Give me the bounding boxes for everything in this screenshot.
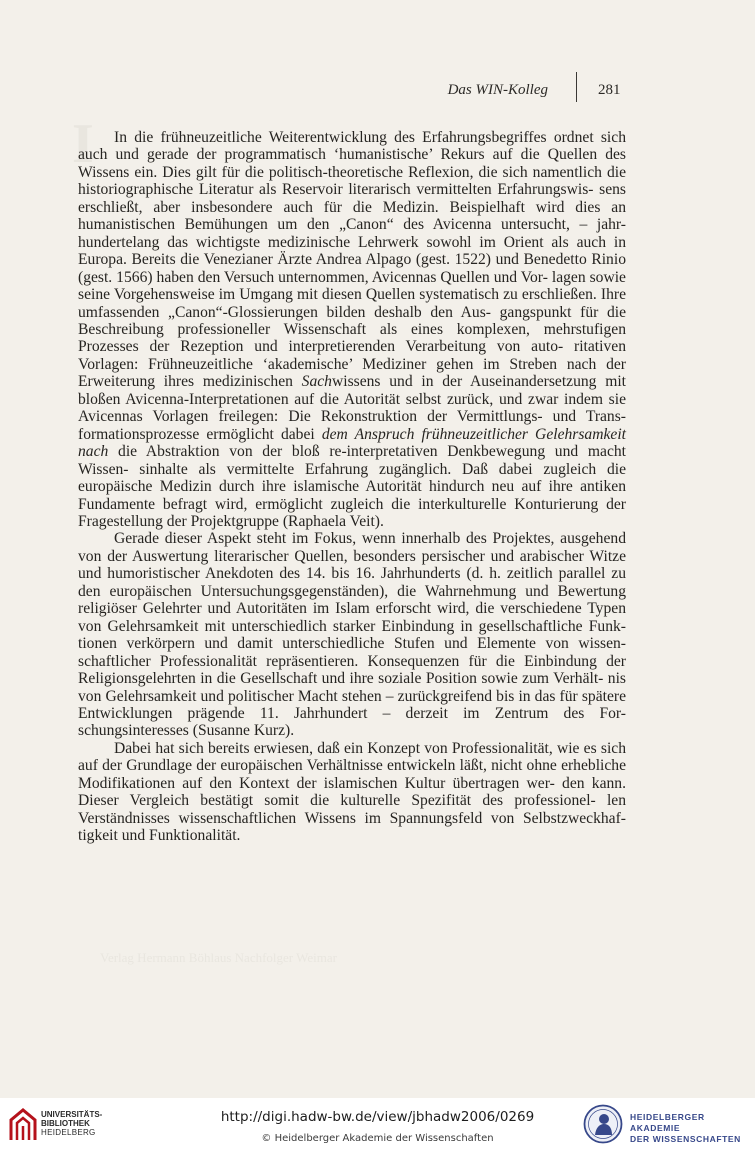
text-line: von der Auswertung literarischer Quellen, besonders persischer und arabischer Witze	[78, 547, 626, 565]
academy-seal-icon	[583, 1104, 623, 1144]
text-line: In die frühneuzeitliche Weiterentwicklung des Erfahrungsbegriffes ordnet sich	[114, 129, 626, 146]
text-line: erschließen. Ihre umfassenden „Canon“-Glossierungen bilden deshalb den Aus-	[78, 286, 626, 321]
text-line: die historiographische Literatur als Reservoir literarisch vermittelten Erfahrungswis-	[78, 163, 626, 199]
paragraph-2	[78, 530, 626, 739]
text-line: len Verständnisses wissenschaftlichen Wissens im Spannungsfeld von Selbstzweckhaf-	[78, 792, 626, 827]
text-line: der Projektgruppe (Raphaela Veit).	[166, 512, 384, 530]
academy-name	[630, 1112, 755, 1145]
text-line: schungsinteresses (Susanne Kurz).	[78, 722, 295, 740]
text-line: den kann. Dieser Vergleich bestätigt somit die kulturelle Spezifität des professionel-	[78, 774, 626, 810]
text-line: humanistischen Bemühungen um den „Canon“ des Avicenna untersucht, – jahr-	[78, 216, 626, 234]
running-title: Das WIN-Kolleg	[447, 82, 548, 98]
show-through-ghost: I	[72, 113, 94, 175]
text-line: die Abstraktion von der bloß re-interpretativen Denkbewegung und macht Wissen-	[78, 443, 626, 478]
text-line: Gerade dieser Aspekt steht im Fokus, wenn innerhalb des Projektes, ausgehend	[114, 530, 626, 548]
copyright-notice: © Heidelberger Akademie der Wissenschaften	[261, 1133, 494, 1144]
academy-name-line: DER WISSENSCHAFTEN	[630, 1134, 741, 1144]
text-line: schaftlicher Professionalität repräsentieren. Konsequenzen für die Einbindung der	[78, 652, 626, 670]
text-line: sens erschließt, aber insbesondere auch für die Medizin. Beispielhaft wird dies an	[78, 181, 626, 216]
text-line: von Gelehrsamkeit mit unterschiedlich starker Einbindung in gesellschaftliche Funk-	[78, 617, 626, 635]
text-line: spätere Entwicklungen prägende 11. Jahrhundert – derzeit im Zentrum des For-	[78, 687, 627, 722]
text-line: mehrstufigen Prozesses der Rezeption und interpretierenden Verarbeitung von auto-	[78, 320, 626, 356]
body-text	[78, 129, 626, 845]
text-line: der Erweiterung ihres medizinischen	[78, 355, 626, 391]
page-number: 281	[598, 82, 621, 98]
library-name-line: HEIDELBERG	[41, 1128, 96, 1137]
emphasis: Sach	[301, 373, 332, 391]
text-line: Europa. Bereits die Venezianer Ärzte Andrea Alpago (gest. 1522) und Benedetto	[78, 251, 587, 269]
text-line: Rinio (gest. 1566) haben den Versuch unternommen, Avicennas Quellen und Vor-	[78, 251, 626, 286]
permalink-url[interactable]: http://digi.hadw-bw.de/view/jbhadw2006/0269	[220, 1109, 535, 1125]
text-line: tionen verkörpern und damit unterschiedliche Stufen und Elemente von wissen-	[78, 635, 626, 653]
library-name-line: UNIVERSITÄTS-	[41, 1110, 103, 1119]
library-name-line: BIBLIOTHEK	[41, 1119, 90, 1128]
paragraph-1	[78, 129, 626, 530]
text-line: Dabei hat sich bereits erwiesen, daß ein Konzept von Professionalität, wie es	[114, 739, 597, 757]
text-line: erhebliche Modifikationen auf den Kontext der islamischen Kultur übertragen wer-	[78, 757, 626, 792]
header-divider	[576, 72, 577, 102]
show-through-ghost: Verlag Hermann Böhlaus Nachfolger Weimar	[100, 950, 337, 965]
text-line: den europäischen Untersuchungsgegenständen), die Wahrnehmung und Bewertung	[78, 582, 626, 600]
text-line: tigkeit und Funktionalität.	[78, 827, 241, 845]
text-line: hundertelang das wichtigste medizinische Lehrwerk sowohl im Orient als auch in	[78, 233, 626, 251]
text-line: auch und gerade der programmatisch ‘humanistische’ Rekurs auf die Quellen des	[78, 146, 626, 164]
text-line: formationsprozesse ermöglicht dabei	[78, 425, 322, 443]
text-line: religiöser Gelehrter und Autoritäten im Islam erforscht wird, die verschiedene Typen	[78, 600, 626, 618]
text-line: Wissens ein. Dies gilt für die politisch-theoretische Reflexion, die sich namentlich	[78, 163, 602, 181]
paragraph-3	[78, 740, 626, 845]
text-line: Medizin durch ihre islamische Autorität hindurch neu auf ihre antiken Fundamente	[78, 478, 627, 513]
text-line: befragt wird, ermöglicht zugleich die interkulturelle Konturierung der Fragestellung	[78, 495, 626, 530]
text-line: lagen sowie seine Vorgehensweise im Umgang mit diesen Quellen systematisch zu	[78, 268, 626, 304]
text-line: nis von Gelehrsamkeit und politischer Macht stehen – zurückgreifend bis in das für	[78, 670, 626, 705]
text-line: wissens und in der Auseinandersetzung mit	[331, 373, 626, 391]
viewer-footer	[0, 1098, 755, 1151]
academy-name-line: HEIDELBERGER AKADEMIE	[630, 1112, 705, 1133]
text-line: sinhalte als vermittelte Erfahrung zugänglich. Daß dabei zugleich die europäische	[78, 460, 626, 496]
text-line: gangspunkt für die Beschreibung professioneller Wissenschaft als eines komplexen,	[78, 303, 626, 338]
text-line: ritativen Vorlagen: Frühneuzeitliche ‘akademische’ Mediziner gehen im Streben nach	[78, 338, 626, 373]
text-line: sich auf der Grundlage der europäischen Verhältnisse entwickeln läßt, nicht ohne	[78, 739, 626, 775]
running-head	[0, 80, 755, 104]
text-line: und humoristischer Anekdoten des 14. bis 16. Jahrhunderts (d. h. zeitlich parallel zu	[78, 565, 626, 583]
text-line: sie Avicennas Vorlagen freilegen: Die Rekonstruktion der Vermittlungs- und Trans-	[78, 390, 626, 426]
emphasis: dem Anspruch frühneuzeitlicher Gelehrsamkeit nach	[78, 425, 626, 461]
text-line: bloßen Avicenna-Interpretationen auf die Autorität selbst zurück, und zwar indem	[78, 390, 603, 408]
text-line: Religionsgelehrten in die Gesellschaft und ihre soziale Position sowie zum Verhält-	[78, 670, 604, 688]
